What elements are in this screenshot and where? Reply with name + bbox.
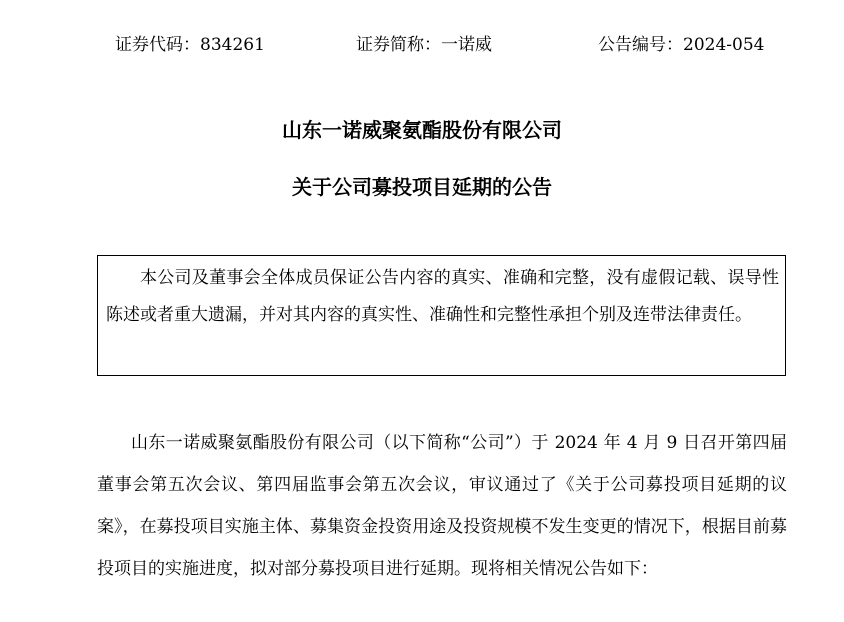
company-title: 山东一诺威聚氨酯股份有限公司 — [282, 118, 562, 142]
header-line — [0, 32, 844, 58]
security-abbreviation: 证券简称：一诺威 — [356, 35, 492, 55]
body-text — [97, 422, 787, 590]
security-code: 证券代码：834261 — [115, 35, 265, 55]
disclaimer-text: 本公司及董事会全体成员保证公告内容的真实、准确和完整，没有虚假记载、误导性陈述或者重大遗漏，并对其内容的真实性、准确性和完整性承担个别及连带法律责任。 — [106, 268, 779, 325]
disclaimer-box — [97, 255, 786, 376]
announcement-number: 公告编号：2024-054 — [598, 35, 765, 55]
announcement-title: 关于公司募投项目延期的公告 — [292, 175, 552, 199]
body-paragraph: 山东一诺威聚氨酯股份有限公司（以下简称“公司”）于 2024 年 4 月 9 日召开第四届董事会第五次会议、第四届监事会第五次会议，审议通过了《关于公司募投项目延期的议案》，在募投项目实施主体、募集资金投资用途及投资规模不发生变更的情况下，根据目前募投项目的实施进度，拟对部分募投项目进行延期。现将相关情况公告如下： — [97, 433, 787, 579]
